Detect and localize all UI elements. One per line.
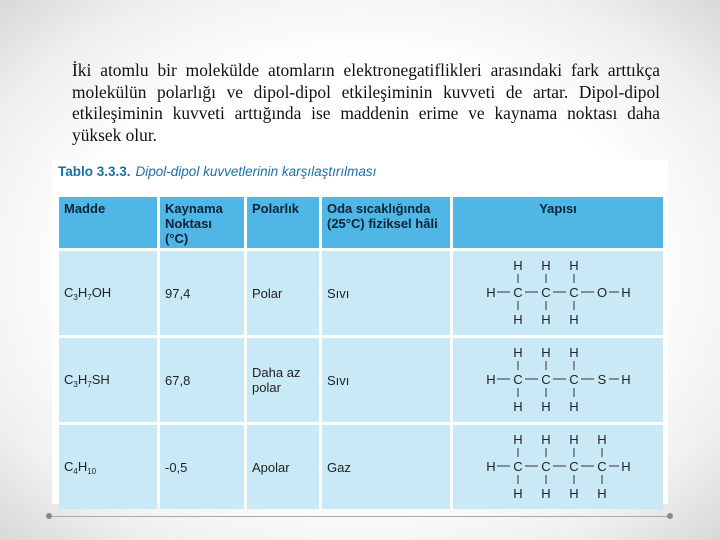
cell-polarlik: Apolar: [247, 425, 319, 509]
carbon-atom: C: [541, 372, 551, 387]
header-hal-line2: (25°C) fiziksel hâli: [327, 216, 438, 231]
cell-madde: [59, 425, 157, 509]
carbon-atom: C: [569, 285, 579, 300]
hydrogen-atom: H: [569, 258, 579, 273]
hydrogen-atom: H: [621, 372, 631, 387]
intro-paragraph: İki atomlu bir molekülde atomların elektronegatiflikleri arasındaki fark arttıkça molekülün polarlığı ve dipol-dipol etkileşiminin kuvveti de artar. Dipol-dipol etkileşiminin kuvveti arttığında ise maddenin erime ve kaynama noktası daha yüksek olur.: [72, 60, 660, 145]
hydrogen-atom: H: [597, 432, 607, 447]
footer-dot-right: [667, 513, 673, 519]
hydrogen-atom: H: [541, 345, 551, 360]
hydrogen-atom: H: [486, 372, 496, 387]
footer-rule: [50, 516, 670, 517]
table-row: [59, 425, 663, 509]
hydrogen-atom: H: [541, 486, 551, 501]
hydrogen-atom: H: [569, 432, 579, 447]
hydrogen-atom: H: [569, 486, 579, 501]
formula: $C_3H_7OH$: [64, 284, 112, 302]
table-row: [59, 251, 663, 335]
hydrogen-atom: H: [513, 345, 523, 360]
table-title: [58, 164, 376, 179]
header-yapi: Yapısı: [453, 197, 663, 248]
cell-kaynama: -0,5: [160, 425, 244, 509]
carbon-atom: C: [513, 459, 523, 474]
hydrogen-atom: H: [569, 312, 579, 327]
cell-yapi: [453, 338, 663, 422]
cell-polarlik: Daha az polar: [247, 338, 319, 422]
cell-hal: Sıvı: [322, 338, 450, 422]
hydrogen-atom: H: [513, 312, 523, 327]
carbon-atom: C: [513, 285, 523, 300]
footer-dot-left: [46, 513, 52, 519]
terminal-atom: S: [597, 372, 607, 387]
header-polarlik: Polarlık: [247, 197, 319, 248]
structural-formula: [483, 256, 633, 330]
hydrogen-atom: H: [597, 486, 607, 501]
carbon-atom: C: [541, 459, 551, 474]
cell-polarlik: Polar: [247, 251, 319, 335]
formula: $C_4H_{10}$: [64, 458, 97, 476]
structural-formula: [483, 343, 633, 417]
table-row: [59, 338, 663, 422]
hydrogen-atom: H: [486, 285, 496, 300]
carbon-atom: C: [513, 372, 523, 387]
header-kaynama-line3: (°C): [165, 231, 189, 246]
hydrogen-atom: H: [569, 399, 579, 414]
cell-yapi: [453, 251, 663, 335]
header-madde: Madde: [59, 197, 157, 248]
cell-yapi: [453, 425, 663, 509]
table-number: Tablo 3.3.3.: [58, 164, 131, 179]
hydrogen-atom: H: [541, 258, 551, 273]
carbon-atom: C: [569, 459, 579, 474]
hydrogen-atom: H: [486, 459, 496, 474]
hydrogen-atom: H: [541, 399, 551, 414]
hydrogen-atom: H: [513, 432, 523, 447]
cell-hal: Gaz: [322, 425, 450, 509]
hydrogen-atom: H: [569, 345, 579, 360]
carbon-atom: C: [569, 372, 579, 387]
table-title-text: Dipol-dipol kuvvetlerinin karşılaştırılması: [135, 164, 377, 179]
header-kaynama-line2: Noktası: [165, 216, 212, 231]
comparison-table-card: [52, 160, 668, 504]
hydrogen-atom: H: [541, 312, 551, 327]
cell-madde: [59, 338, 157, 422]
terminal-atom: C: [597, 459, 607, 474]
hydrogen-atom: H: [513, 258, 523, 273]
header-kaynama-line1: Kaynama: [165, 201, 223, 216]
hydrogen-atom: H: [513, 399, 523, 414]
hydrogen-atom: H: [621, 285, 631, 300]
cell-hal: Sıvı: [322, 251, 450, 335]
cell-kaynama: 67,8: [160, 338, 244, 422]
hydrogen-atom: H: [541, 432, 551, 447]
carbon-atom: C: [541, 285, 551, 300]
cell-kaynama: 97,4: [160, 251, 244, 335]
formula: $C_3H_7SH$: [64, 371, 110, 389]
terminal-atom: O: [596, 285, 608, 300]
structural-formula: [483, 430, 633, 504]
header-kaynama: [160, 197, 244, 248]
table-header-row: [59, 197, 663, 248]
header-hal: [322, 197, 450, 248]
header-hal-line1: Oda sıcaklığında: [327, 201, 431, 216]
hydrogen-atom: H: [513, 486, 523, 501]
cell-madde: [59, 251, 157, 335]
comparison-table: [56, 194, 666, 512]
hydrogen-atom: H: [621, 459, 631, 474]
